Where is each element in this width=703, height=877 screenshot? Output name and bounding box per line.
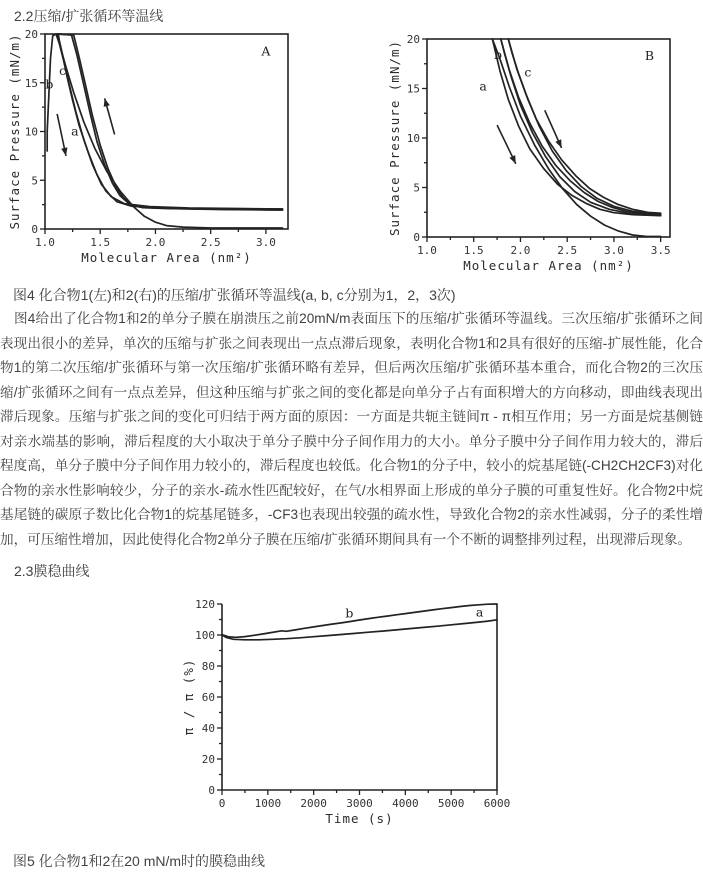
svg-text:20: 20	[201, 753, 215, 766]
svg-text:2.5: 2.5	[557, 244, 578, 257]
svg-text:20: 20	[406, 33, 420, 46]
section-heading-2-3: 2.3膜稳曲线	[14, 563, 90, 579]
svg-text:b: b	[45, 76, 54, 92]
svg-text:Surface Pressure (mN/m): Surface Pressure (mN/m)	[387, 39, 402, 237]
body-paragraph: 图4给出了化合物1和2的单分子膜在崩溃压之前20mN/m表面压下的压缩/扩张循环等温线。三次压缩/扩张循环之间表现出很小的差异，单次的压缩与扩张之间表现出一点点滞后现象，表明化合物1和2具有很好的压缩-扩展性能，化合物1的第二次压缩/扩张循环与第一次压缩/扩张循环略有差异，但后两次压缩/扩张循环基本重合，而化合物2的三次压缩/扩张循环之间有一点点差异，但这种压缩与扩张之间的变化都是向单分子占有面积增大的方向移动，即曲线表现出滞后现象。压缩与扩张之间的变化可归结于两方面的原因：一方面是共轭主链间π - π相互作用；另一方面是烷基侧链对亲水端基的影响，滞后程度的大小取决于单分子膜中分子间作用力的大小。单分子膜中分子间作用力较大的，滞后程度高，单分子膜中分子间作用力较小的，滞后程度也较低。化合物1的分子中，较小的烷基尾链(-CH2CH2CF3)对化合物的亲水性影响较少，分子的亲水-疏水性匹配较好，在气/水相界面上形成的单分子膜的可重复性好。化合物2中烷基尾链的碳原子数比化合物1的烷基尾链多，-CF3也表现出较强的疏水性，导致化合物2的亲水性减弱，分子的柔性增加，可压缩性增加，因此使得化合物2单分子膜在压缩/扩张循环期间具有一个不断的调整排列过程，出现滞后现象。	[0, 311, 703, 547]
section-heading-2-2: 2.2压缩/扩张循环等温线	[14, 8, 164, 24]
svg-text:a: a	[479, 78, 487, 94]
svg-text:1.5: 1.5	[90, 236, 111, 249]
svg-text:b: b	[345, 605, 354, 621]
svg-text:b: b	[494, 46, 503, 62]
svg-text:10: 10	[406, 132, 420, 145]
svg-text:1.5: 1.5	[463, 244, 484, 257]
svg-text:0: 0	[208, 784, 215, 797]
svg-text:3.5: 3.5	[650, 244, 671, 257]
figure5-caption: 图5 化合物1和2在20 mN/m时的膜稳曲线	[13, 853, 266, 869]
svg-text:100: 100	[195, 629, 215, 642]
svg-text:1.0: 1.0	[417, 244, 437, 257]
svg-text:c: c	[59, 63, 67, 79]
svg-text:6000: 6000	[483, 797, 511, 810]
svg-text:10: 10	[24, 125, 38, 139]
svg-text:2000: 2000	[300, 797, 327, 810]
svg-text:a: a	[475, 604, 484, 620]
svg-text:1000: 1000	[254, 797, 282, 810]
svg-text:5: 5	[413, 181, 420, 195]
svg-text:60: 60	[201, 691, 215, 704]
svg-text:40: 40	[201, 722, 215, 735]
svg-text:5: 5	[31, 174, 38, 188]
svg-text:c: c	[524, 64, 532, 80]
svg-text:120: 120	[195, 598, 215, 611]
svg-text:20: 20	[24, 28, 38, 41]
svg-text:0: 0	[31, 223, 38, 236]
svg-text:2.5: 2.5	[200, 236, 221, 249]
svg-text:5000: 5000	[437, 797, 465, 810]
svg-text:Molecular Area (nm²): Molecular Area (nm²)	[81, 250, 252, 265]
svg-text:4000: 4000	[392, 797, 419, 810]
svg-text:15: 15	[406, 82, 420, 96]
svg-text:Time (s): Time (s)	[325, 811, 394, 826]
svg-text:1.0: 1.0	[35, 236, 55, 249]
svg-text:3000: 3000	[346, 797, 373, 810]
svg-text:π / π (%): π / π (%)	[181, 658, 196, 736]
svg-text:0: 0	[413, 231, 420, 244]
figure4-panel-B-chart	[386, 26, 703, 274]
svg-text:0: 0	[218, 797, 226, 810]
figure5-chart	[183, 592, 517, 844]
svg-text:A: A	[261, 43, 271, 59]
svg-text:Molecular Area (nm²): Molecular Area (nm²)	[463, 258, 634, 273]
figure4-panel-A-chart	[7, 26, 303, 274]
svg-text:2.0: 2.0	[145, 236, 166, 249]
svg-text:2.0: 2.0	[510, 244, 531, 257]
svg-text:15: 15	[24, 76, 38, 90]
svg-text:a: a	[71, 123, 79, 139]
figure4-caption: 图4 化合物1(左)和2(右)的压缩/扩张循环等温线(a, b, c分别为1，2，3次)	[13, 287, 456, 303]
svg-text:3.0: 3.0	[603, 244, 624, 257]
svg-text:Surface Pressure (mN/m): Surface Pressure (mN/m)	[7, 33, 22, 230]
svg-text:B: B	[644, 47, 655, 63]
svg-text:3.0: 3.0	[255, 236, 276, 249]
svg-text:80: 80	[201, 660, 215, 673]
